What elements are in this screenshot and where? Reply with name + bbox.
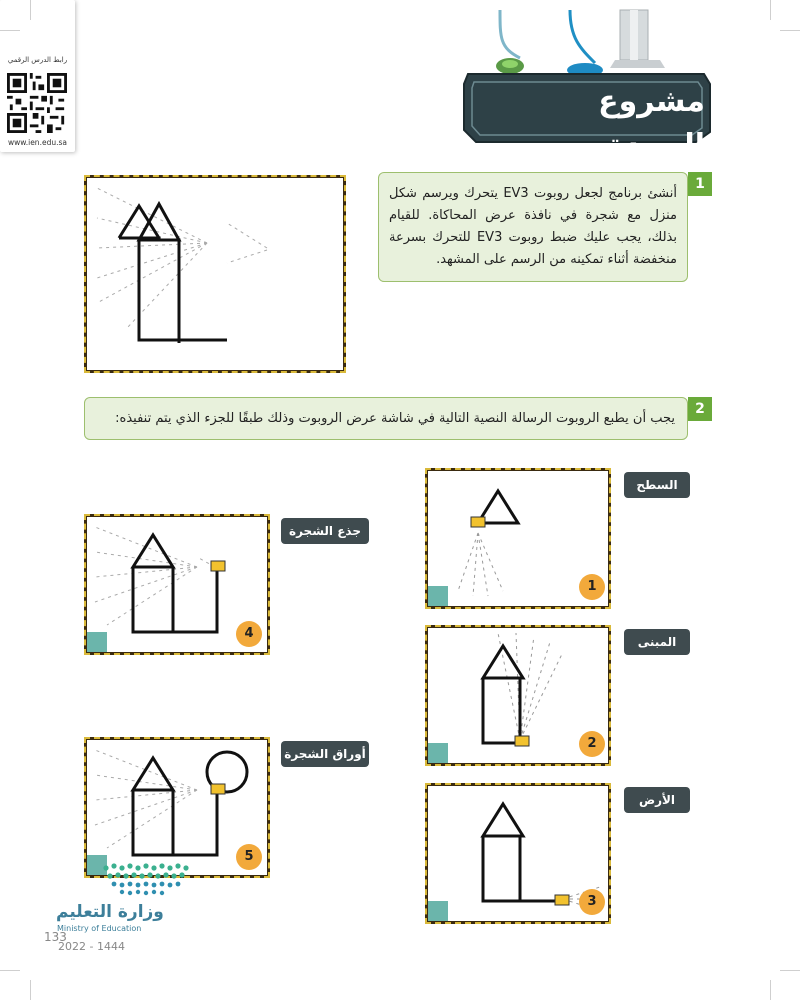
panel-ground (425, 783, 611, 924)
panel-label-ground: الأرض (624, 787, 690, 813)
edition-year: 2022 - 1444 (58, 940, 125, 953)
panel-corner (428, 586, 448, 606)
qr-code-icon[interactable] (7, 73, 67, 133)
trim-mark (0, 30, 20, 31)
ministry-name-ar: وزارة التعليم (56, 902, 164, 922)
step1-box (378, 172, 688, 282)
page-title: مشروع الوحدة (598, 84, 705, 163)
step2-text: يجب أن يطبع الروبوت الرسالة النصية التالية في شاشة عرض الروبوت وذلك طبقًا للجزء الذي يتم تنفيذه: (115, 411, 675, 426)
qr-card[interactable] (0, 0, 75, 152)
step1-number: 1 (688, 172, 712, 196)
panel-badge: 2 (579, 731, 605, 757)
panel-corner (428, 743, 448, 763)
trim-mark (780, 30, 800, 31)
panel-badge: 3 (579, 889, 605, 915)
ministry-logo-icon (100, 862, 192, 896)
trim-mark (780, 970, 800, 971)
panel-badge: 4 (236, 621, 262, 647)
main-figure (84, 175, 346, 373)
step2-number: 2 (688, 397, 712, 421)
trim-mark (770, 0, 771, 20)
qr-label: رابط الدرس الرقمي (7, 56, 68, 64)
trim-mark (30, 0, 31, 20)
trim-mark (0, 970, 20, 971)
ministry-name-en: Ministry of Education (57, 924, 142, 933)
panel-leaves (84, 737, 270, 878)
step1-text: أنشئ برنامج لجعل روبوت EV3 يتحرك ويرسم شكل منزل مع شجرة في نافذة عرض المحاكاة. للقيام بذلك، يجب عليك ضبط روبوت EV3 للتحرك بسرعة منخفضة أثناء تمكينه من الرسم على المشهد. (389, 186, 678, 267)
panel-label-roof: السطح (624, 472, 690, 498)
panel-corner (428, 901, 448, 921)
panel-badge: 5 (236, 844, 262, 870)
page-number: 133 (44, 930, 67, 944)
step2-box (84, 397, 688, 440)
panel-building (425, 625, 611, 766)
trim-mark (30, 980, 31, 1000)
panel-corner (87, 632, 107, 652)
panel-roof (425, 468, 611, 609)
panel-label-trunk: جذع الشجرة (281, 518, 369, 544)
qr-url[interactable]: www.ien.edu.sa (8, 138, 67, 147)
trim-mark (770, 980, 771, 1000)
panel-trunk (84, 514, 270, 655)
panel-label-leaves: أوراق الشجرة (281, 741, 369, 767)
panel-label-building: المبنى (624, 629, 690, 655)
panel-badge: 1 (579, 574, 605, 600)
